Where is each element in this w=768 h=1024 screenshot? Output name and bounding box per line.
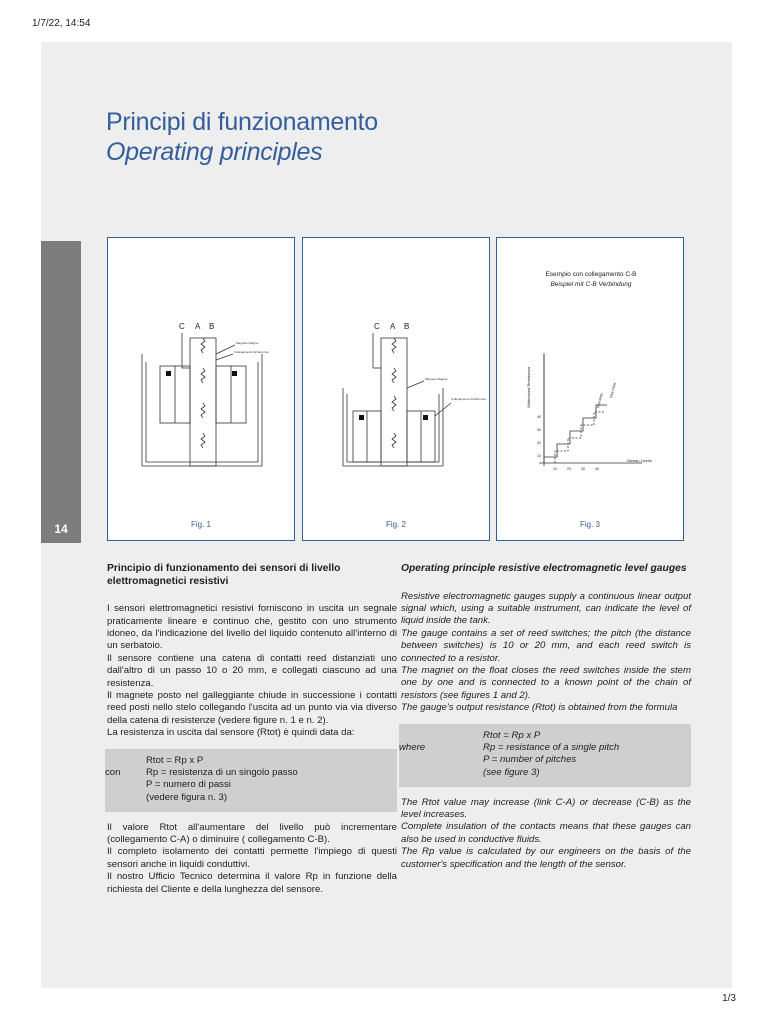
fig3-ytick: 20 — [537, 441, 541, 445]
figure-1-diagram — [108, 238, 296, 542]
figure-1 — [107, 237, 295, 541]
figure-2 — [302, 237, 490, 541]
figure-1-caption: Fig. 1 — [190, 520, 211, 529]
fig3-example-de: Beispiel mit C-B Verbindung — [550, 281, 632, 288]
fig3-xtick: 40 — [595, 467, 599, 471]
italian-column — [107, 563, 397, 896]
english-paragraph: The gauge contains a set of reed switches; the pitch (the distance between switches) is 10 or 20 mm, and each reed switch is connected to a resistor. — [401, 627, 691, 664]
italian-formula-label: con — [105, 766, 121, 778]
page-title-italian: Principi di funzionamento — [106, 108, 378, 136]
english-paragraph: The Rtot value may increase (link C-A) or decrease (C-B) as the level increases. — [401, 796, 691, 821]
english-formula-label: where — [399, 741, 426, 753]
print-datetime: 1/7/22, 14:54 — [32, 18, 91, 29]
italian-paragraph: Il magnete posto nel galleggiante chiude in successione i contatti reed posti nello stelo collegando l'uscita ad un punto via via diverso della catena di resistenze (vedere figure n. 1 e n. 2). — [107, 690, 397, 726]
formula-line: (see figure 3) — [483, 766, 540, 778]
fig3-series-label: Rtot Höhe — [609, 381, 618, 399]
fig1-label-b: B — [209, 322, 215, 331]
formula-line: P = numero di passi — [146, 779, 231, 791]
formula-line: P = number of pitches — [483, 754, 577, 766]
fig2-magnet-label: Magnete Magnet — [425, 377, 448, 381]
page-title-english: Operating principles — [106, 138, 323, 166]
fig2-label-a: A — [390, 322, 396, 331]
figure-3-diagram — [497, 238, 685, 542]
fig3-series-label: Rtot Mitte — [596, 392, 604, 409]
formula-line: (vedere figura n. 3) — [146, 791, 228, 803]
fig2-conn-label: Collegamento Schwimmer — [451, 397, 487, 401]
figure-2-diagram — [303, 238, 491, 542]
english-paragraph: Resistive electromagnetic gauges supply a continuous linear output signal which, using a suitable instrument, can indicate the level of liquid inside the tank. — [401, 590, 691, 627]
side-tab — [41, 241, 81, 543]
fig3-xlabel: Niveau Livello — [627, 458, 652, 463]
fig3-xtick: 30 — [581, 467, 585, 471]
fig1-label-a: A — [195, 322, 201, 331]
english-column — [401, 563, 691, 871]
fig3-xtick: 10 — [553, 467, 557, 471]
figure-3-caption: Fig. 3 — [579, 520, 600, 529]
fig3-ylabel: Widerstand Resistenza — [526, 366, 531, 408]
fig2-label-b: B — [404, 322, 410, 331]
english-paragraph: The magnet on the float closes the reed switches inside the stem one by one and is connected to a known point of the chain of resistors (see figures 1 and 2). — [401, 665, 691, 701]
formula-line: Rp = resistenza di un singolo passo — [146, 767, 298, 779]
english-formula-box — [399, 724, 691, 787]
formula-line: Rtot = Rp x P — [483, 729, 541, 741]
english-heading: Operating principle resistive electromagnetic level gauges — [401, 563, 687, 574]
italian-paragraph: Il sensore contiene una catena di contatti reed distanziati uno dall'altro di un passo 10 o 20 mm, e collegati ciascuno ad una resistenza. — [107, 652, 397, 689]
english-paragraph: The Rp value is calculated by our engineers on the basis of the customer's specification and the length of the sensor. — [401, 846, 691, 870]
formula-line: Rtot = Rp x P — [146, 754, 204, 766]
fig3-ytick: 40 — [537, 415, 541, 419]
page-number: 14 — [54, 522, 68, 536]
fig1-conn-label: Collegamento Schwimmer — [234, 350, 270, 354]
fig3-ytick: 30 — [537, 428, 541, 432]
fig3-ytick: 10 — [537, 454, 541, 458]
print-page-number: 1/3 — [722, 993, 736, 1004]
italian-heading: Principio di funzionamento dei sensori di livello elettromagnetici resistivi — [107, 563, 341, 587]
italian-paragraph: Il nostro Ufficio Tecnico determina il valore Rp in funzione della richiesta del Cliente e della lunghezza del sensore. — [107, 871, 397, 895]
fig1-label-c: C — [179, 322, 185, 331]
english-paragraph: Complete insulation of the contacts means that these gauges can also be used in conductive fluids. — [401, 821, 691, 845]
italian-formula-box — [105, 749, 397, 812]
fig1-magnet-label: Magnete Magnet — [236, 341, 259, 345]
fig3-xtick: 20 — [567, 467, 571, 471]
italian-paragraph: Il valore Rtot all'aumentare del livello può incrementare (collegamento C-A) o diminuire ( collegamento C-B). — [107, 821, 397, 846]
italian-paragraph: I sensori elettromagnetici resistivi forniscono in uscita un segnale praticamente lineare e continuo che, gestito con uno strumento idoneo, da l'indicazione del livello del liquido contenuto all'interno di un serbatoio. — [107, 603, 397, 652]
formula-line: Rp = resistance of a single pitch — [483, 742, 620, 754]
fig2-label-c: C — [374, 322, 380, 331]
figure-2-caption: Fig. 2 — [385, 520, 406, 529]
fig3-example-it: Esempio con collegamento C-B — [545, 271, 637, 278]
english-paragraph: The gauge's output resistance (Rtot) is obtained from the formula — [401, 702, 678, 714]
italian-paragraph: La resistenza in uscita dal sensore (Rtot) è quindi data da: — [107, 727, 355, 739]
italian-paragraph: Il completo isolamento dei contatti permette l'impiego di questi sensori anche in liquidi conduttivi. — [107, 846, 397, 870]
figure-3 — [496, 237, 684, 541]
